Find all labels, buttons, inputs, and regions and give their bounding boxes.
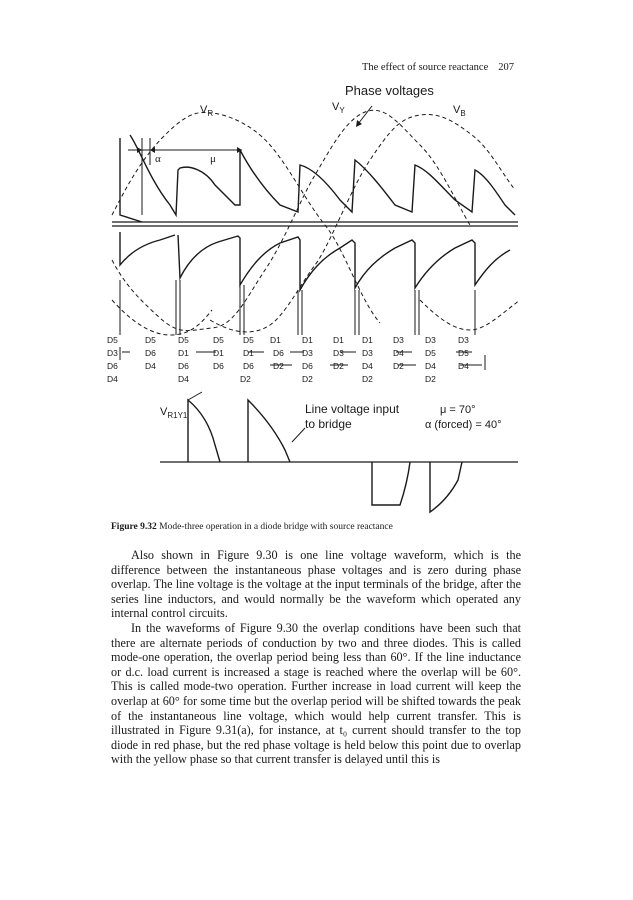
diode-row-4 (107, 374, 436, 384)
label-vb: $V_B$ (453, 104, 466, 118)
svg-text:D5: D5 (458, 348, 469, 358)
vr1y1-pointer (188, 392, 202, 400)
svg-text:D4: D4 (145, 361, 156, 371)
svg-text:D6: D6 (145, 348, 156, 358)
svg-text:D3: D3 (302, 348, 313, 358)
svg-text:D3: D3 (107, 348, 118, 358)
running-title: The effect of source reactance (361, 62, 489, 73)
figure-caption (111, 522, 531, 532)
svg-text:D4: D4 (425, 361, 436, 371)
svg-text:D4: D4 (178, 374, 189, 384)
page-number: 207 (498, 62, 514, 73)
svg-text:D5: D5 (243, 335, 254, 345)
svg-text:D1: D1 (333, 335, 344, 345)
phase-pointer-head (356, 120, 362, 127)
svg-text:D2: D2 (393, 361, 404, 371)
svg-text:D6: D6 (107, 361, 118, 371)
svg-text:D5: D5 (425, 348, 436, 358)
phase-vr-curve-right (420, 300, 520, 330)
lower-waveform (120, 232, 510, 290)
line-voltage-caption-1: Line voltage input (305, 402, 400, 416)
svg-text:D3: D3 (458, 335, 469, 345)
svg-text:D1: D1 (362, 335, 373, 345)
svg-text:D6: D6 (273, 348, 284, 358)
svg-text:D1: D1 (302, 335, 313, 345)
svg-text:D2: D2 (273, 361, 284, 371)
figure-caption-text: Mode-three operation in a diode bridge with source reactance (156, 522, 393, 532)
diode-row-3 (107, 361, 469, 371)
svg-text:D3: D3 (362, 348, 373, 358)
svg-text:D1: D1 (270, 335, 281, 345)
label-vy: $V_Y$ (332, 101, 345, 115)
svg-text:D6: D6 (178, 361, 189, 371)
alpha-value: α (forced) = 40° (425, 419, 502, 431)
figure-number: Figure 9.32 (111, 522, 157, 532)
alpha-label: α (155, 153, 161, 165)
diode-row-2 (107, 348, 469, 358)
figure-title: Phase voltages (345, 83, 434, 98)
svg-text:D1: D1 (243, 348, 254, 358)
svg-text:D2: D2 (302, 374, 313, 384)
line-voltage-caption-2: to bridge (305, 417, 352, 431)
paragraph: In the waveforms of Figure 9.30 the overlap conditions have been such that there are alternate periods of conduction by two and three diodes. This is called mode-one operation, the overlap period being less than 60°. If the line inductance or d.c. load current is increased a stage is reached where the overlap will be 60°. This is called mode-two operation. Further increase in load current will keep the overlap at 60° for some time but the overlap period will be shifted towards the peak of the instantaneous line voltage, which would help current transfer. This is illustrated in Figure 9.31(a), for instance, at t₀ current should transfer to the top diode in red phase, but the red phase voltage is held below this point due to overlap with the yellow phase so that current transfer is delayed until this is (111, 620, 521, 767)
svg-text:D3: D3 (425, 335, 436, 345)
svg-text:D3: D3 (393, 335, 404, 345)
svg-text:D4: D4 (107, 374, 118, 384)
upper-waveform (120, 135, 515, 222)
svg-text:D4: D4 (393, 348, 404, 358)
svg-text:D5: D5 (145, 335, 156, 345)
svg-text:D5: D5 (107, 335, 118, 345)
svg-text:D2: D2 (333, 361, 344, 371)
svg-text:D4: D4 (458, 361, 469, 371)
line-voltage-pointer (292, 428, 305, 442)
svg-text:D1: D1 (213, 348, 224, 358)
svg-text:D6: D6 (302, 361, 313, 371)
svg-text:D3: D3 (333, 348, 344, 358)
svg-text:D5: D5 (178, 335, 189, 345)
svg-text:D6: D6 (213, 361, 224, 371)
label-vr: $V_R$ (200, 104, 214, 118)
svg-text:D6: D6 (243, 361, 254, 371)
svg-text:D2: D2 (362, 374, 373, 384)
svg-text:D5: D5 (213, 335, 224, 345)
svg-text:D4: D4 (362, 361, 373, 371)
mu-value: μ = 70° (440, 404, 476, 416)
svg-text:D1: D1 (178, 348, 189, 358)
phase-vb-curve-left (112, 300, 212, 335)
svg-text:D2: D2 (240, 374, 251, 384)
paragraph: Also shown in Figure 9.30 is one line voltage waveform, which is the difference between the instantaneous phase voltages and is zero during phase overlap. The line voltage is the voltage at the input terminals of the bridge, after the series line inductors, and would normally be the waveform which operated any internal control circuits. (111, 548, 521, 621)
svg-text:D2: D2 (425, 374, 436, 384)
phase-vy-curve (112, 110, 470, 330)
line-voltage-label: $V_{R1Y1}$ (160, 406, 188, 420)
body-text (111, 548, 521, 767)
diode-row-1 (107, 335, 469, 345)
mu-label: μ (210, 153, 216, 165)
